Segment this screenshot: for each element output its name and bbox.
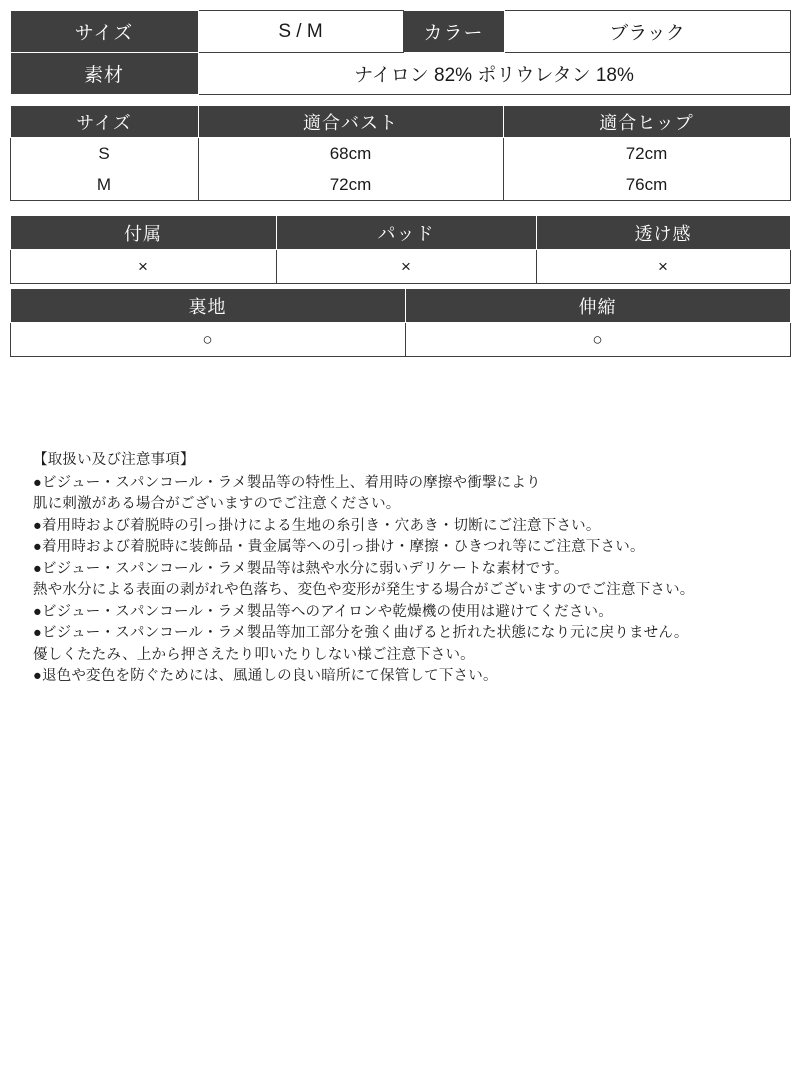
measurement-bust: 68cm — [198, 138, 503, 170]
table-header-row — [10, 289, 790, 323]
care-note-line: ●ビジュー・スパンコール・ラメ製品等の特性上、着用時の摩擦や衝撃により — [33, 474, 541, 491]
measurement-header-bust: 適合バスト — [198, 106, 503, 138]
attribute-value-pad: × — [276, 250, 536, 284]
attribute-table-secondary — [10, 288, 791, 357]
attribute-value-lining: ○ — [10, 323, 405, 357]
measurement-header-size: サイズ — [10, 106, 198, 138]
spec-table — [10, 10, 791, 95]
table-row — [10, 323, 790, 357]
attribute-header-pad: パッド — [276, 216, 536, 250]
attribute-value-sheerness: × — [536, 250, 790, 284]
care-note-line: 熱や水分による表面の剥がれや色落ち、変色や変形が発生する場合がございますのでご注意下さい。 — [33, 582, 695, 598]
measurement-size: S — [10, 138, 198, 170]
care-note-line: 肌に刺激がある場合がございますのでご注意ください。 — [33, 496, 401, 512]
table-row — [10, 138, 790, 170]
care-note-line: ●着用時および着脱時に装飾品・貴金属等への引っ掛け・摩擦・ひきつれ等にご注意下さい。 — [33, 539, 645, 555]
care-note-line: ●ビジュー・スパンコール・ラメ製品等は熱や水分に弱いデリケートな素材です。 — [33, 560, 569, 577]
care-note-line: ●ビジュー・スパンコール・ラメ製品等加工部分を強く曲げると折れた状態になり元に戻りません。 — [33, 625, 689, 641]
measurement-bust: 72cm — [198, 169, 503, 201]
care-note-line: ●着用時および着脱時の引っ掛けによる生地の糸引き・穴あき・切断にご注意下さい。 — [33, 517, 601, 534]
measurement-hip: 76cm — [503, 169, 790, 201]
attribute-header-stretch: 伸縮 — [405, 289, 790, 323]
spec-label-material: 素材 — [10, 53, 198, 95]
spec-value-material: ナイロン 82% ポリウレタン 18% — [198, 53, 790, 95]
care-note-line: ●退色や変色を防ぐためには、風通しの良い暗所にて保管して下さい。 — [33, 668, 498, 684]
measurement-table — [10, 105, 791, 201]
table-row — [10, 169, 790, 201]
table-row — [10, 250, 790, 284]
table-row — [10, 53, 790, 95]
product-spec-page — [0, 10, 800, 1077]
spec-label-color: カラー — [403, 11, 504, 53]
spec-value-color: ブラック — [504, 11, 790, 53]
care-notes-title: 【取扱い及び注意事項】 — [33, 452, 195, 468]
measurement-size: M — [10, 169, 198, 201]
attribute-header-sheerness: 透け感 — [536, 216, 790, 250]
table-header-row — [10, 216, 790, 250]
attribute-value-accessory: × — [10, 250, 276, 284]
table-row — [10, 11, 790, 53]
attribute-header-lining: 裏地 — [10, 289, 405, 323]
care-note-line: ●ビジュー・スパンコール・ラメ製品等へのアイロンや乾燥機の使用は避けてください。 — [33, 603, 613, 620]
spec-label-size: サイズ — [10, 11, 198, 53]
attribute-value-stretch: ○ — [405, 323, 790, 357]
measurement-hip: 72cm — [503, 138, 790, 170]
spec-value-size: S / M — [198, 11, 403, 53]
attribute-header-accessory: 付属 — [10, 216, 276, 250]
care-note-line: 優しくたたみ、上から押さえたり叩いたりしない様ご注意下さい。 — [33, 646, 475, 663]
care-notes — [33, 450, 773, 688]
measurement-header-hip: 適合ヒップ — [503, 106, 790, 138]
table-header-row — [10, 106, 790, 138]
attribute-table — [10, 215, 791, 284]
